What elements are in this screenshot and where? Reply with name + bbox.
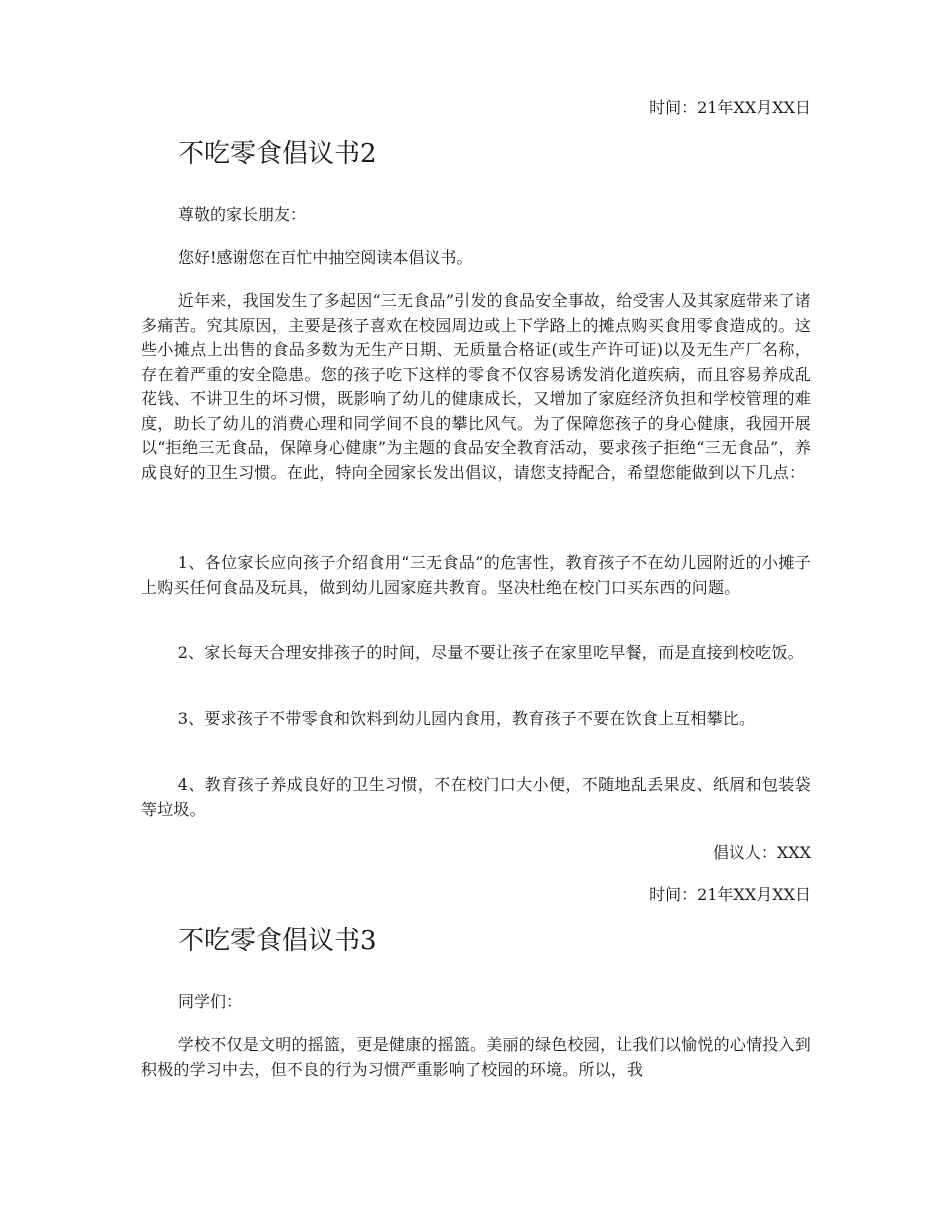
section2-item-1: 1、各位家长应向孩子介绍食用“三无食品”的危害性，教育孩子不在幼儿园附近的小摊子上购买任何食品及玩具，做到幼儿园家庭共教育。坚决杜绝在校门口买东西的问题。 [141, 553, 811, 597]
header-date: 时间：21年XX月XX日 [649, 98, 811, 117]
section2-item-2: 2、家长每天合理安排孩子的时间，尽量不要让孩子在家里吃早餐，而是直接到校吃饭。 [177, 643, 804, 662]
section3-salutation: 同学们： [178, 992, 243, 1011]
section2-opening: 您好!感谢您在百忙中抽空阅读本倡议书。 [178, 248, 473, 267]
section2-body: 近年来，我国发生了多起因“三无食品”引发的食品安全事故，给受害人及其家庭带来了诸多痛苦。究其原因，主要是孩子喜欢在校园周边或上下学路上的摊点购买食用零食造成的。这些小摊点上出售的食品多数为无生产日期、无质量合格证(或生产许可证)以及无生产厂名称，存在着严重的安全隐患。您的孩子吃下这样的零食不仅容易诱发消化道疾病，而且容易养成乱花钱、不讲卫生的坏习惯，既影响了幼儿的健康成长，又增加了家庭经济负担和学校管理的难度，助长了幼儿的消费心理和同学间不良的攀比风气。为了保障您孩子的身心健康，我园开展以“拒绝三无食品，保障身心健康”为主题的食品安全教育活动，要求孩子拒绝“三无食品”，养成良好的卫生习惯。在此，特向全园家长发出倡议，请您支持配合，希望您能做到以下几点： [141, 291, 811, 482]
section2-date: 时间：21年XX月XX日 [649, 885, 811, 904]
section2-signer: 倡议人：XXX [712, 843, 811, 862]
section3-body: 学校不仅是文明的摇篮，更是健康的摇篮。美丽的绿色校园，让我们以愉悦的心情投入到积极的学习中去，但不良的行为习惯严重影响了校园的环境。所以，我 [141, 1035, 811, 1079]
section3-title: 不吃零食倡议书3 [178, 926, 377, 956]
section2-title: 不吃零食倡议书2 [178, 139, 377, 169]
section2-item-3: 3、要求孩子不带零食和饮料到幼儿园内食用，教育孩子不要在饮食上互相攀比。 [177, 709, 756, 728]
section2-item-4: 4、教育孩子养成良好的卫生习惯，不在校门口大小便，不随地乱丢果皮、纸屑和包装袋等垃圾。 [141, 775, 811, 819]
section2-salutation: 尊敬的家长朋友： [178, 205, 307, 224]
